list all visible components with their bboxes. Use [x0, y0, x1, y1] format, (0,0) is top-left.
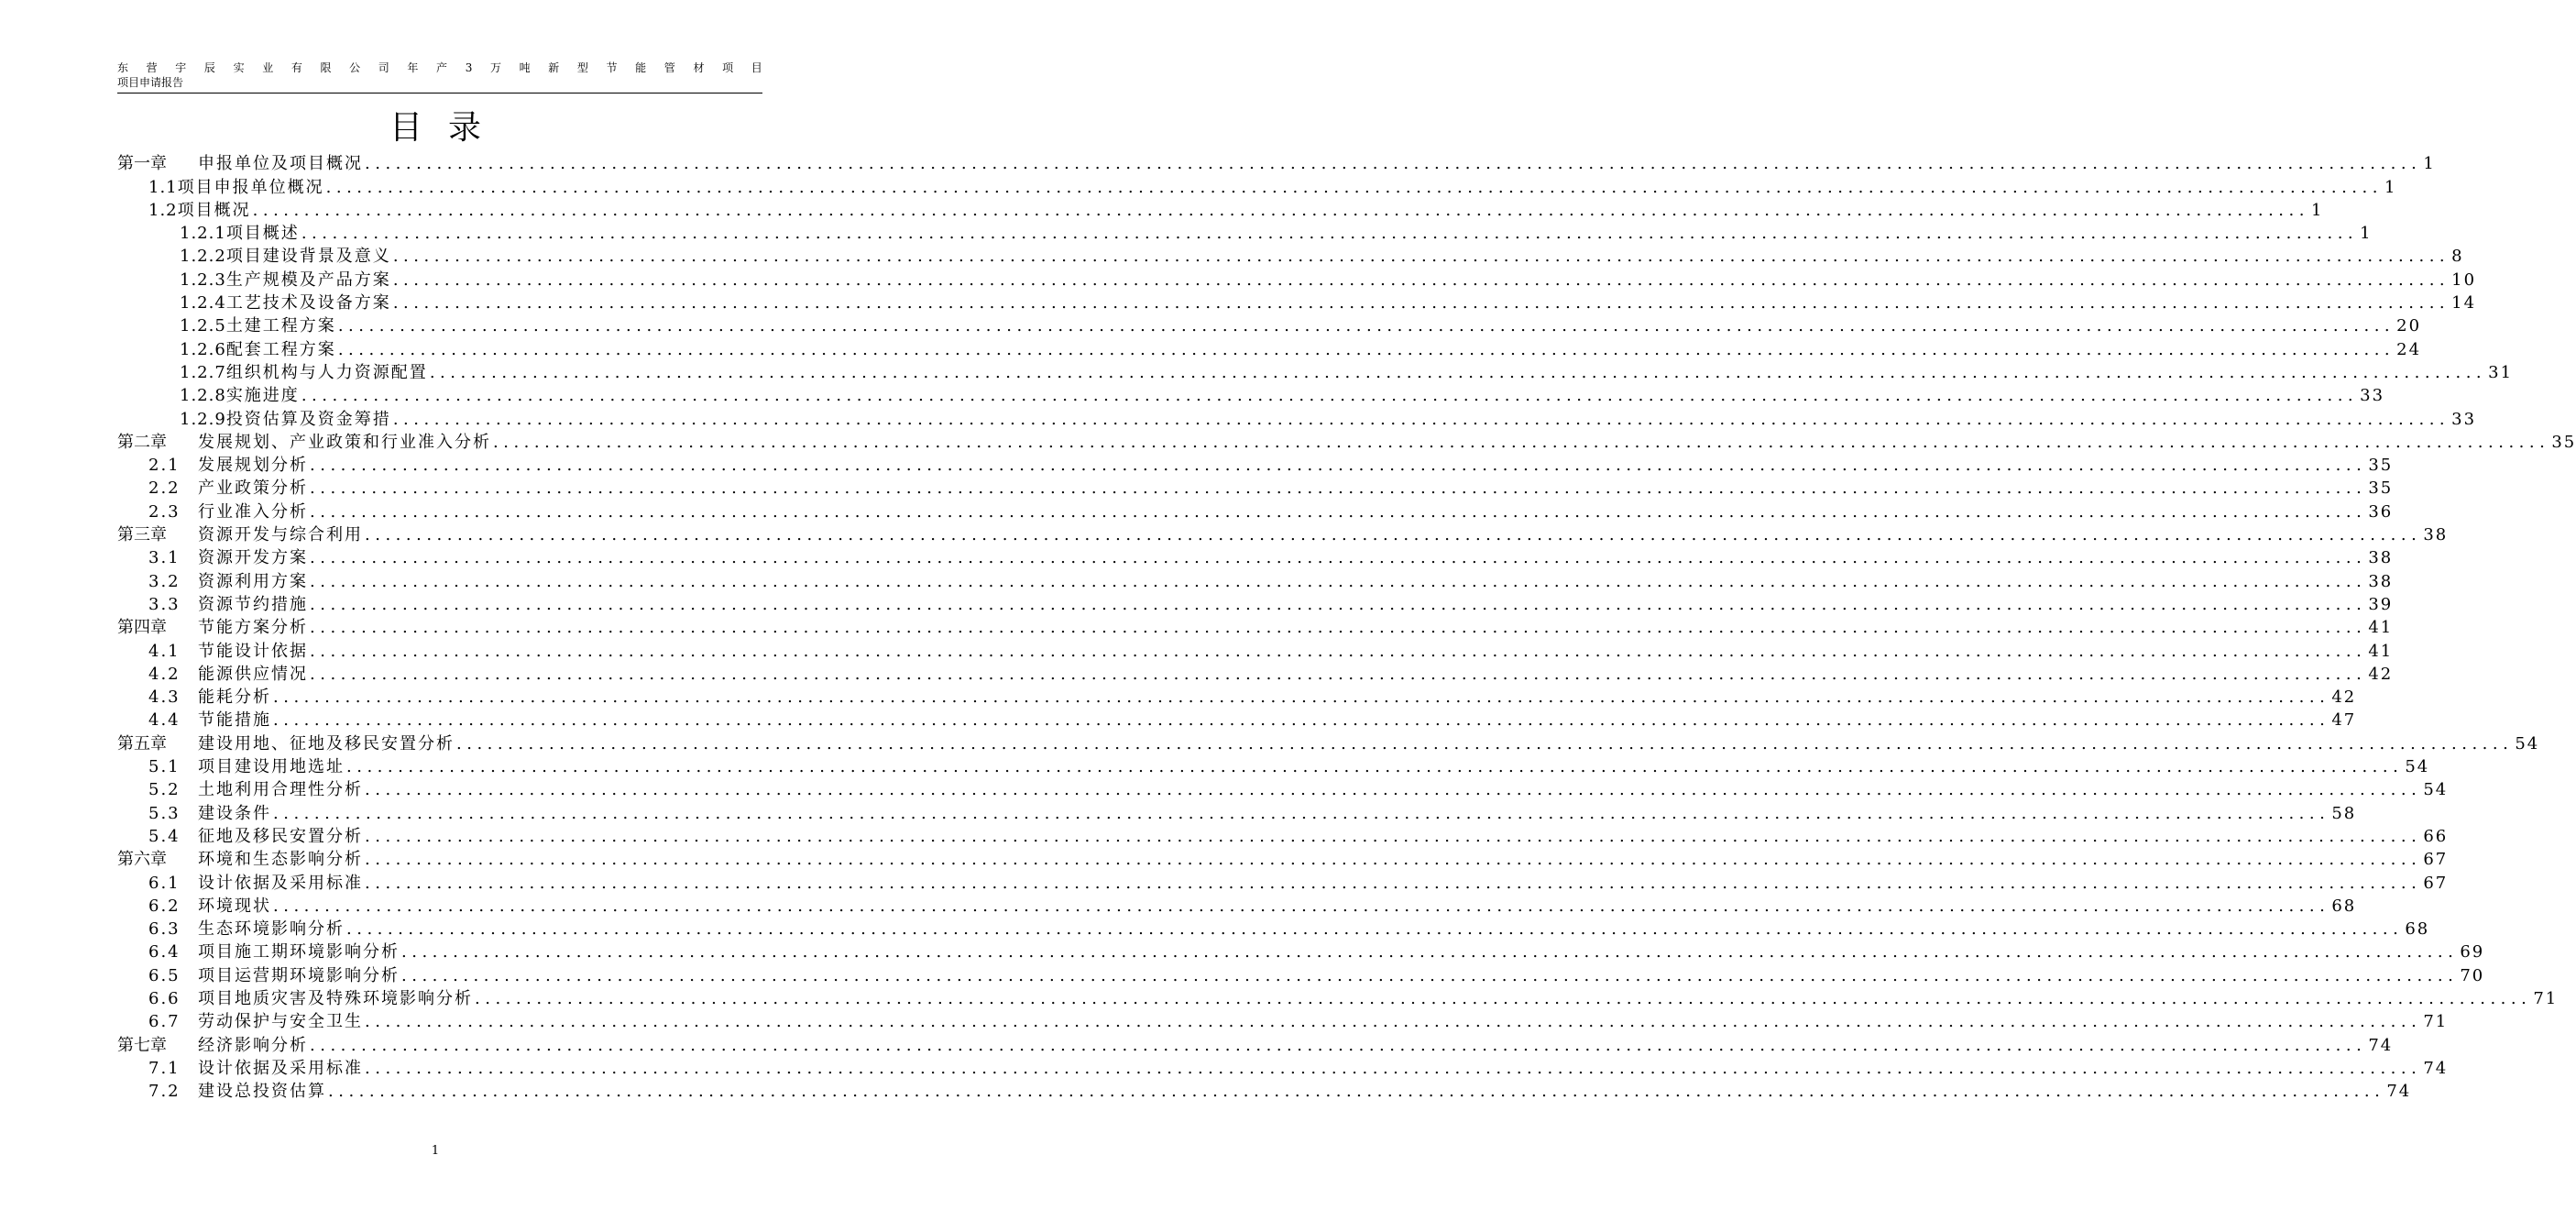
toc-entry-label	[117, 410, 391, 430]
toc-entry-title: 土地利用合理性分析	[198, 780, 363, 800]
toc-entry-label	[117, 734, 455, 754]
toc-entry-page: 42	[2331, 688, 2357, 708]
toc-entry-title: 工艺技术及设备方案	[225, 293, 391, 314]
toc-entry-page: 1	[2360, 224, 2373, 244]
toc-entry-label	[117, 804, 271, 824]
toc-entry-label	[117, 618, 308, 638]
toc-entry-page: 1	[2310, 200, 2324, 220]
toc-entry-page: 20	[2396, 316, 2422, 336]
toc-entry-label	[117, 688, 271, 708]
toc-entry-title: 产业政策分析	[198, 478, 308, 499]
toc-entry[interactable]	[117, 1009, 2449, 1032]
toc-entry[interactable]	[117, 917, 2430, 940]
toc-entry-number: 2.2	[148, 478, 181, 499]
toc-dot-leader: ........................................................................................................................................................................................................	[337, 339, 2395, 359]
toc-entry-page: 10	[2451, 270, 2477, 290]
toc-dot-leader: ........................................................................................................................................................................................................	[365, 1058, 2422, 1078]
toc-entry-label	[117, 780, 363, 800]
header-char: 有	[290, 61, 302, 74]
toc-entry-title: 投资估算及资金筹措	[225, 409, 391, 429]
header-char: 目	[751, 61, 762, 74]
toc-entry-label	[117, 201, 251, 221]
toc-entry-page: 41	[2368, 618, 2394, 638]
toc-entry-page: 36	[2368, 501, 2394, 522]
toc-entry-page: 35	[2368, 478, 2394, 499]
toc-entry-number: 7.2	[148, 1082, 181, 1102]
toc-entry-label	[117, 1082, 326, 1102]
toc-entry-number: 1.2.4	[180, 293, 226, 314]
toc-dot-leader: ........................................................................................................................................................................................................	[401, 942, 2459, 962]
toc-entry-title: 建设总投资估算	[198, 1082, 326, 1102]
toc-entry[interactable]	[117, 499, 2394, 522]
toc-entry-page: 33	[2451, 409, 2477, 429]
toc-entry[interactable]	[117, 430, 2576, 453]
toc-entry-page: 66	[2423, 826, 2449, 846]
toc-entry-number: 第七章	[117, 1035, 167, 1055]
toc-entry-title: 申报单位及项目概况	[198, 154, 363, 174]
toc-entry[interactable]	[117, 244, 2464, 267]
toc-entry-title: 发展规划分析	[198, 456, 308, 476]
toc-entry[interactable]	[117, 198, 2324, 221]
toc-entry-number: 1.2.9	[180, 409, 226, 429]
toc-entry-label	[117, 710, 271, 731]
header-char: 项	[722, 61, 734, 74]
toc-entry-title: 土建工程方案	[225, 316, 336, 336]
toc-entry-label	[117, 874, 363, 894]
toc-entry[interactable]	[117, 662, 2394, 685]
toc-entry-title: 项目地质灾害及特殊环境影响分析	[198, 988, 473, 1008]
toc-entry-label	[117, 757, 345, 777]
toc-entry-page: 39	[2368, 594, 2394, 614]
toc-entry[interactable]	[117, 336, 2422, 359]
toc-entry-number: 5.2	[148, 780, 181, 800]
toc-entry-number: 第二章	[117, 432, 167, 452]
toc-entry-page: 42	[2368, 664, 2394, 684]
header-char: 司	[378, 61, 389, 74]
toc-entry-number: 6.2	[148, 896, 181, 916]
toc-entry-page: 35	[2551, 432, 2576, 452]
toc-entry-title: 行业准入分析	[198, 501, 308, 522]
toc-entry[interactable]	[117, 221, 2373, 244]
toc-entry[interactable]	[117, 291, 2477, 314]
toc-entry-label	[117, 989, 473, 1009]
toc-entry-title: 项目概述	[225, 224, 300, 244]
toc-entry[interactable]	[117, 800, 2357, 823]
toc-entry-number: 第一章	[117, 154, 167, 174]
toc-dot-leader: ........................................................................................................................................................................................................	[301, 386, 2359, 406]
toc-entry-title: 项目建设背景及意义	[225, 247, 391, 267]
toc-entry[interactable]	[117, 870, 2449, 893]
toc-dot-leader: ........................................................................................................................................................................................................	[346, 919, 2404, 940]
header-char: 管	[663, 61, 675, 74]
toc-entry-page: 41	[2368, 641, 2394, 661]
toc-entry-title: 资源利用方案	[198, 571, 308, 591]
toc-entry-label	[117, 386, 300, 406]
toc-entry-title: 设计依据及采用标准	[198, 873, 363, 893]
toc-dot-leader: ........................................................................................................................................................................................................	[273, 803, 2330, 823]
toc-entry-label	[117, 665, 308, 685]
toc-entry-number: 1.2.6	[180, 339, 226, 359]
toc-entry-number: 第四章	[117, 618, 167, 638]
toc-entry[interactable]	[117, 777, 2449, 800]
toc-dot-leader: ........................................................................................................................................................................................................	[310, 501, 2367, 522]
running-header	[117, 60, 762, 90]
toc-entry-number: 3.3	[148, 594, 181, 614]
toc-entry-label	[117, 1012, 363, 1032]
toc-dot-leader: ........................................................................................................................................................................................................	[310, 664, 2367, 684]
footer-page-number: 1	[431, 1144, 440, 1158]
toc-entry-page: 31	[2488, 362, 2514, 382]
toc-entry[interactable]	[117, 1079, 2412, 1102]
toc-entry-number: 3.2	[148, 571, 181, 591]
toc-entry-number: 5.3	[148, 803, 181, 823]
toc-entry-page: 1	[2384, 177, 2397, 197]
toc-entry[interactable]	[117, 314, 2422, 336]
toc-entry-page: 38	[2368, 571, 2394, 591]
toc-entry-page: 68	[2405, 919, 2430, 940]
toc-dot-leader: ........................................................................................................................................................................................................	[365, 525, 2422, 545]
toc-dot-leader: ........................................................................................................................................................................................................	[310, 571, 2367, 591]
toc-entry[interactable]	[117, 847, 2449, 870]
header-char: 业	[262, 61, 274, 74]
toc-entry-number: 4.2	[148, 664, 181, 684]
toc-entry-page: 35	[2368, 456, 2394, 476]
toc-entry-page: 68	[2331, 896, 2357, 916]
toc-entry-title: 项目建设用地选址	[198, 757, 345, 777]
toc-entry-label	[117, 850, 363, 870]
toc-dot-leader: ........................................................................................................................................................................................................	[365, 850, 2422, 870]
toc-entry[interactable]	[117, 1032, 2394, 1055]
toc-entry-page: 69	[2460, 942, 2485, 962]
toc-entry-title: 环境和生态影响分析	[198, 850, 363, 870]
toc-entry-title: 组织机构与人力资源配置	[225, 362, 428, 382]
toc-entry-number: 6.3	[148, 919, 181, 940]
toc-dot-leader: ........................................................................................................................................................................................................	[310, 594, 2367, 614]
toc-entry[interactable]	[117, 522, 2449, 545]
toc-entry-page: 38	[2368, 548, 2394, 568]
toc-entry-number: 1.2.2	[180, 247, 226, 267]
toc-entry-title: 项目运营期环境影响分析	[198, 965, 400, 985]
toc-entry-label	[117, 224, 300, 244]
toc-entry-title: 实施进度	[225, 386, 300, 406]
toc-entry-title: 能耗分析	[198, 688, 271, 708]
toc-dot-leader: ........................................................................................................................................................................................................	[475, 988, 2532, 1008]
toc-dot-leader: ........................................................................................................................................................................................................	[392, 247, 2450, 267]
toc-entry-page: 8	[2451, 247, 2464, 267]
toc-entry-number: 4.3	[148, 688, 181, 708]
header-char: 材	[693, 61, 705, 74]
toc-entry-label	[117, 363, 428, 383]
toc-entry[interactable]	[117, 731, 2540, 754]
toc-entry-page: 38	[2423, 525, 2449, 545]
toc-entry-page: 74	[2386, 1082, 2412, 1102]
toc-entry-label	[117, 433, 491, 453]
toc-entry-label	[117, 525, 363, 545]
toc-entry-number: 5.4	[148, 826, 181, 846]
toc-entry-page: 71	[2533, 988, 2559, 1008]
toc-entry-number: 6.1	[148, 873, 181, 893]
header-char: 节	[606, 61, 618, 74]
toc-entry[interactable]	[117, 754, 2430, 777]
toc-entry[interactable]	[117, 592, 2394, 615]
toc-entry-label	[117, 154, 363, 174]
toc-entry-title: 生产规模及产品方案	[225, 270, 391, 290]
header-char: 年	[407, 61, 419, 74]
toc-entry-label	[117, 1059, 363, 1079]
toc-entry-page: 54	[2405, 757, 2430, 777]
toc-entry-number: 2.3	[148, 501, 181, 522]
toc-entry-number: 1.2.8	[180, 386, 226, 406]
toc-entry-title: 建设条件	[198, 803, 271, 823]
toc-entry-label	[117, 595, 308, 615]
toc-entry-number: 3.1	[148, 548, 181, 568]
toc-entry-page: 70	[2460, 965, 2485, 985]
toc-entry-title: 资源节约措施	[198, 594, 308, 614]
toc-entry-label	[117, 316, 336, 336]
toc-entry-page: 74	[2423, 1058, 2449, 1078]
toc-entry-title: 节能措施	[198, 710, 271, 731]
toc-dot-leader: ........................................................................................................................................................................................................	[392, 293, 2450, 314]
toc-entry-title: 设计依据及采用标准	[198, 1058, 363, 1078]
toc-entry-title: 节能设计依据	[198, 641, 308, 661]
toc-entry-title: 配套工程方案	[225, 339, 336, 359]
toc-entry[interactable]	[117, 453, 2394, 476]
toc-entry-label	[117, 919, 345, 940]
toc-entry-title: 项目概况	[177, 200, 251, 220]
toc-entry-label	[117, 942, 400, 962]
toc-dot-leader: ........................................................................................................................................................................................................	[365, 826, 2422, 846]
toc-entry-title: 资源开发与综合利用	[198, 525, 363, 545]
toc-entry[interactable]	[117, 545, 2394, 568]
header-char: 限	[320, 61, 332, 74]
header-char: 新	[548, 61, 560, 74]
toc-entry[interactable]	[117, 615, 2394, 638]
header-char: 营	[146, 61, 158, 74]
toc-entry-number: 5.1	[148, 757, 181, 777]
toc-entry-label	[117, 247, 391, 267]
toc-entry[interactable]	[117, 708, 2357, 731]
toc-entry-number: 6.4	[148, 942, 181, 962]
toc-entry-title: 能源供应情况	[198, 664, 308, 684]
toc-entry[interactable]	[117, 986, 2559, 1009]
toc-entry[interactable]	[117, 894, 2357, 917]
toc-entry[interactable]	[117, 360, 2514, 383]
toc-entry-label	[117, 1036, 308, 1056]
header-char: 万	[489, 61, 501, 74]
toc-entry-number: 7.1	[148, 1058, 181, 1078]
header-char: 型	[576, 61, 588, 74]
toc-entry[interactable]	[117, 151, 2436, 174]
toc-entry-page: 58	[2331, 803, 2357, 823]
toc-entry-number: 6.6	[148, 988, 181, 1008]
toc-entry-number: 4.1	[148, 641, 181, 661]
toc-entry-label	[117, 827, 363, 847]
toc-entry-title: 发展规划、产业政策和行业准入分析	[198, 432, 491, 452]
toc-entry[interactable]	[117, 824, 2449, 847]
toc-entry-number: 6.7	[148, 1012, 181, 1032]
toc-entry[interactable]	[117, 174, 2397, 197]
toc-entry-title: 劳动保护与安全卫生	[198, 1012, 363, 1032]
toc-entry-page: 54	[2515, 733, 2540, 754]
toc-entry-title: 经济影响分析	[198, 1035, 308, 1055]
toc-entry-number: 6.5	[148, 965, 181, 985]
toc-entry-label	[117, 642, 308, 662]
toc-entry[interactable]	[117, 383, 2385, 406]
toc-entry-number: 2.1	[148, 456, 181, 476]
toc-dot-leader: ........................................................................................................................................................................................................	[328, 1082, 2385, 1102]
toc-entry-number: 1.1	[148, 177, 178, 197]
toc-dot-leader: ........................................................................................................................................................................................................	[365, 873, 2422, 893]
toc-dot-leader: ........................................................................................................................................................................................................	[365, 154, 2422, 174]
toc-dot-leader: ........................................................................................................................................................................................................	[429, 362, 2487, 382]
toc-entry-label	[117, 572, 308, 592]
toc-dot-leader: ........................................................................................................................................................................................................	[337, 316, 2395, 336]
header-char: 辰	[203, 61, 215, 74]
header-char: 能	[635, 61, 647, 74]
toc-entry-number: 第六章	[117, 850, 167, 870]
toc-dot-leader: ........................................................................................................................................................................................................	[346, 757, 2404, 777]
page-title: 目录	[389, 109, 507, 147]
toc-entry[interactable]	[117, 406, 2477, 429]
toc-dot-leader: ........................................................................................................................................................................................................	[365, 1012, 2422, 1032]
toc-entry-title: 项目申报单位概况	[177, 177, 324, 197]
toc-entry-page: 1	[2423, 154, 2436, 174]
toc-entry-title: 节能方案分析	[198, 618, 308, 638]
header-char: 东	[117, 61, 129, 74]
toc-entry-label	[117, 293, 391, 314]
header-line-1	[117, 60, 762, 75]
toc-dot-leader: ........................................................................................................................................................................................................	[310, 641, 2367, 661]
toc-dot-leader: ........................................................................................................................................................................................................	[493, 432, 2550, 452]
toc-entry[interactable]	[117, 962, 2485, 985]
toc-entry-title: 征地及移民安置分析	[198, 826, 363, 846]
toc-entry-label	[117, 478, 308, 499]
toc-dot-leader: ........................................................................................................................................................................................................	[273, 688, 2330, 708]
header-char: 实	[233, 61, 245, 74]
toc-dot-leader: ........................................................................................................................................................................................................	[325, 177, 2383, 197]
toc-entry-title: 生态环境影响分析	[198, 919, 345, 940]
toc-entry-title: 环境现状	[198, 896, 271, 916]
toc-entry-label	[117, 456, 308, 476]
header-char: 3	[465, 61, 473, 74]
toc-dot-leader: ........................................................................................................................................................................................................	[310, 456, 2367, 476]
toc-dot-leader: ........................................................................................................................................................................................................	[310, 618, 2367, 638]
toc-entry-label	[117, 548, 308, 568]
toc-entry[interactable]	[117, 685, 2357, 708]
toc-entry[interactable]	[117, 1056, 2449, 1079]
toc-dot-leader: ........................................................................................................................................................................................................	[273, 710, 2330, 731]
toc-entry-number: 1.2.5	[180, 316, 226, 336]
toc-entry[interactable]	[117, 568, 2394, 591]
header-char: 产	[436, 61, 448, 74]
toc-entry[interactable]	[117, 267, 2477, 290]
table-of-contents	[117, 151, 2576, 1102]
toc-entry-title: 资源开发方案	[198, 548, 308, 568]
toc-entry-page: 54	[2423, 780, 2449, 800]
toc-entry-page: 67	[2423, 850, 2449, 870]
toc-entry-number: 4.4	[148, 710, 181, 731]
toc-entry-page: 74	[2368, 1035, 2394, 1055]
toc-entry[interactable]	[117, 940, 2485, 962]
toc-entry-page: 33	[2360, 386, 2385, 406]
toc-dot-leader: ........................................................................................................................................................................................................	[456, 733, 2514, 754]
toc-entry-label	[117, 966, 400, 986]
toc-entry-page: 71	[2423, 1012, 2449, 1032]
toc-dot-leader: ........................................................................................................................................................................................................	[310, 548, 2367, 568]
toc-dot-leader: ........................................................................................................................................................................................................	[273, 896, 2330, 916]
toc-entry-title: 建设用地、征地及移民安置分析	[198, 733, 455, 754]
toc-entry-page: 14	[2451, 293, 2477, 314]
toc-dot-leader: ........................................................................................................................................................................................................	[252, 200, 2309, 220]
toc-dot-leader: ........................................................................................................................................................................................................	[301, 224, 2359, 244]
header-char: 吨	[519, 61, 531, 74]
toc-entry-title: 项目施工期环境影响分析	[198, 942, 400, 962]
toc-entry-label	[117, 340, 336, 360]
header-rule	[117, 93, 762, 94]
toc-entry-label	[117, 270, 391, 291]
toc-dot-leader: ........................................................................................................................................................................................................	[310, 1035, 2367, 1055]
toc-dot-leader: ........................................................................................................................................................................................................	[401, 965, 2459, 985]
toc-entry-number: 1.2.3	[180, 270, 226, 290]
toc-entry-number: 第三章	[117, 525, 167, 545]
toc-dot-leader: ........................................................................................................................................................................................................	[365, 780, 2422, 800]
toc-entry-number: 第五章	[117, 733, 167, 754]
toc-entry-number: 1.2.7	[180, 362, 226, 382]
toc-entry-page: 24	[2396, 339, 2422, 359]
toc-dot-leader: ........................................................................................................................................................................................................	[392, 409, 2450, 429]
toc-entry-page: 67	[2423, 873, 2449, 893]
header-char: 公	[349, 61, 361, 74]
toc-dot-leader: ........................................................................................................................................................................................................	[392, 270, 2450, 290]
toc-entry-label	[117, 502, 308, 522]
toc-entry-number: 1.2.1	[180, 224, 226, 244]
header-char: 宇	[175, 61, 187, 74]
toc-entry[interactable]	[117, 638, 2394, 661]
toc-entry-number: 1.2	[148, 200, 178, 220]
toc-entry-page: 47	[2331, 710, 2357, 731]
header-line-2: 项目申请报告	[117, 76, 184, 89]
toc-entry-label	[117, 178, 324, 198]
toc-entry-label	[117, 896, 271, 917]
toc-entry[interactable]	[117, 476, 2394, 499]
toc-dot-leader: ........................................................................................................................................................................................................	[310, 478, 2367, 499]
